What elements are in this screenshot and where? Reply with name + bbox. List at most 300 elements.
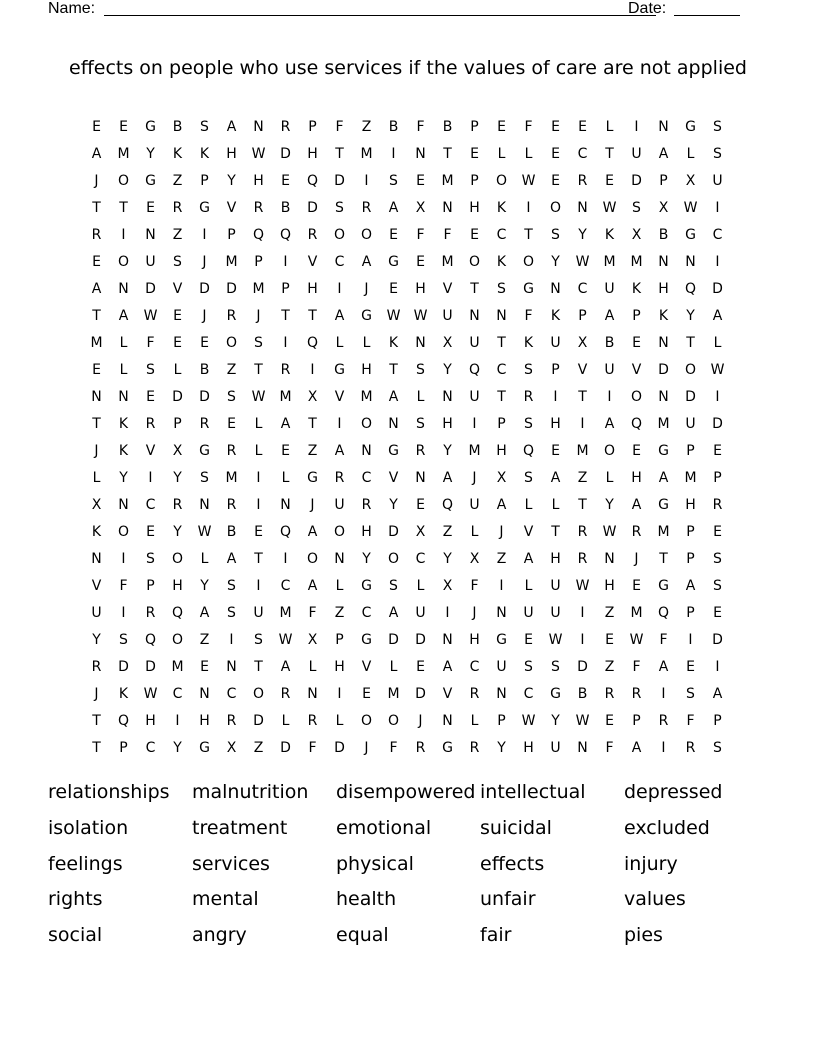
grid-letter[interactable]: I — [715, 659, 720, 675]
grid-letter[interactable]: E — [551, 443, 560, 459]
grid-letter[interactable]: K — [523, 335, 534, 351]
grid-letter[interactable]: R — [685, 740, 696, 756]
grid-letter[interactable]: L — [416, 389, 425, 405]
grid-letter[interactable]: N — [658, 254, 669, 270]
grid-letter[interactable]: L — [362, 335, 371, 351]
grid-letter[interactable]: W — [386, 308, 401, 324]
grid-letter[interactable]: W — [521, 173, 536, 189]
grid-letter[interactable]: G — [307, 470, 318, 486]
grid-letter[interactable]: O — [333, 524, 346, 540]
grid-letter[interactable]: K — [496, 254, 507, 270]
grid-letter[interactable]: D — [415, 632, 426, 648]
grid-letter[interactable]: P — [632, 308, 641, 324]
grid-letter[interactable]: T — [551, 524, 560, 540]
grid-letter[interactable]: D — [253, 713, 264, 729]
grid-letter[interactable]: E — [632, 443, 641, 459]
grid-letter[interactable]: M — [252, 281, 265, 297]
grid-letter[interactable]: O — [252, 686, 265, 702]
grid-letter[interactable]: R — [361, 200, 372, 216]
grid-letter[interactable]: D — [199, 281, 210, 297]
grid-letter[interactable]: C — [577, 281, 588, 297]
grid-letter[interactable]: I — [310, 362, 315, 378]
grid-letter[interactable]: K — [172, 146, 183, 162]
grid-letter[interactable]: A — [604, 308, 615, 324]
grid-letter[interactable]: P — [470, 119, 479, 135]
grid-letter[interactable]: A — [442, 470, 453, 486]
grid-letter[interactable]: R — [91, 659, 102, 675]
grid-letter[interactable]: V — [145, 443, 156, 459]
grid-letter[interactable]: R — [145, 416, 156, 432]
grid-letter[interactable]: L — [605, 470, 614, 486]
grid-letter[interactable]: Y — [92, 632, 101, 648]
grid-letter[interactable]: Z — [496, 551, 507, 567]
grid-letter[interactable]: N — [685, 254, 696, 270]
grid-letter[interactable]: N — [199, 686, 210, 702]
grid-letter[interactable]: V — [334, 389, 345, 405]
grid-letter[interactable]: J — [256, 308, 261, 324]
grid-letter[interactable]: I — [661, 740, 666, 756]
grid-letter[interactable]: X — [442, 335, 453, 351]
grid-letter[interactable]: G — [496, 632, 507, 648]
grid-letter[interactable]: N — [226, 659, 237, 675]
grid-letter[interactable]: K — [550, 308, 561, 324]
grid-letter[interactable]: E — [713, 443, 722, 459]
grid-letter[interactable]: R — [280, 362, 291, 378]
grid-letter[interactable]: I — [715, 254, 720, 270]
grid-letter[interactable]: L — [389, 659, 398, 675]
grid-letter[interactable]: U — [550, 578, 561, 594]
grid-letter[interactable]: Q — [279, 524, 292, 540]
grid-letter[interactable]: E — [416, 173, 425, 189]
grid-letter[interactable]: R — [199, 416, 210, 432]
grid-letter[interactable]: E — [605, 713, 614, 729]
grid-letter[interactable]: X — [631, 227, 642, 243]
grid-letter[interactable]: M — [117, 146, 130, 162]
grid-letter[interactable]: D — [415, 686, 426, 702]
grid-letter[interactable]: N — [496, 605, 507, 621]
grid-letter[interactable]: P — [173, 416, 182, 432]
grid-letter[interactable]: U — [550, 605, 561, 621]
grid-letter[interactable]: P — [551, 362, 560, 378]
grid-letter[interactable]: F — [146, 335, 155, 351]
grid-letter[interactable]: J — [94, 686, 99, 702]
grid-letter[interactable]: V — [388, 470, 399, 486]
grid-letter[interactable]: S — [146, 551, 155, 567]
grid-letter[interactable]: Y — [389, 497, 398, 513]
grid-letter[interactable]: X — [442, 578, 453, 594]
grid-letter[interactable]: R — [172, 497, 183, 513]
grid-letter[interactable]: S — [551, 227, 560, 243]
grid-letter[interactable]: D — [226, 281, 237, 297]
grid-letter[interactable]: G — [388, 443, 399, 459]
grid-letter[interactable]: Y — [497, 740, 506, 756]
grid-letter[interactable]: P — [146, 578, 155, 594]
grid-letter[interactable]: T — [92, 416, 101, 432]
grid-letter[interactable]: A — [388, 389, 399, 405]
grid-letter[interactable]: Y — [119, 470, 128, 486]
grid-letter[interactable]: Q — [306, 335, 319, 351]
grid-letter[interactable]: C — [523, 686, 534, 702]
grid-letter[interactable]: E — [146, 389, 155, 405]
grid-letter[interactable]: Z — [226, 362, 237, 378]
grid-letter[interactable]: S — [632, 200, 641, 216]
grid-letter[interactable]: W — [548, 632, 563, 648]
grid-letter[interactable]: T — [578, 497, 587, 513]
grid-letter[interactable]: G — [199, 740, 210, 756]
grid-letter[interactable]: S — [416, 416, 425, 432]
grid-letter[interactable]: L — [524, 146, 533, 162]
grid-letter[interactable]: N — [361, 443, 372, 459]
grid-letter[interactable]: I — [580, 416, 585, 432]
grid-letter[interactable]: R — [415, 740, 426, 756]
grid-letter[interactable]: H — [172, 578, 183, 594]
grid-letter[interactable]: I — [391, 146, 396, 162]
grid-letter[interactable]: H — [604, 578, 615, 594]
grid-letter[interactable]: R — [631, 686, 642, 702]
grid-letter[interactable]: H — [631, 470, 642, 486]
grid-letter[interactable]: Y — [578, 227, 587, 243]
grid-letter[interactable]: N — [604, 551, 615, 567]
grid-letter[interactable]: R — [307, 227, 318, 243]
grid-letter[interactable]: C — [226, 686, 237, 702]
grid-letter[interactable]: F — [416, 119, 425, 135]
grid-letter[interactable]: S — [524, 470, 533, 486]
grid-letter[interactable]: O — [171, 551, 184, 567]
grid-letter[interactable]: Z — [604, 659, 615, 675]
grid-letter[interactable]: E — [200, 335, 209, 351]
grid-letter[interactable]: A — [658, 659, 669, 675]
grid-letter[interactable]: A — [523, 551, 534, 567]
grid-letter[interactable]: I — [715, 389, 720, 405]
grid-letter[interactable]: Y — [362, 551, 371, 567]
grid-letter[interactable]: T — [92, 740, 101, 756]
grid-letter[interactable]: N — [91, 389, 102, 405]
grid-letter[interactable]: E — [92, 254, 101, 270]
grid-letter[interactable]: K — [118, 686, 129, 702]
grid-letter[interactable]: J — [472, 470, 477, 486]
grid-letter[interactable]: F — [686, 713, 695, 729]
grid-letter[interactable]: F — [119, 578, 128, 594]
grid-letter[interactable]: E — [713, 524, 722, 540]
grid-letter[interactable]: N — [496, 686, 507, 702]
grid-letter[interactable]: S — [227, 605, 236, 621]
grid-letter[interactable]: F — [308, 740, 317, 756]
grid-letter[interactable]: Y — [173, 524, 182, 540]
grid-letter[interactable]: S — [200, 470, 209, 486]
grid-letter[interactable]: I — [553, 389, 558, 405]
grid-letter[interactable]: D — [712, 632, 723, 648]
grid-letter[interactable]: N — [469, 308, 480, 324]
grid-letter[interactable]: W — [683, 200, 698, 216]
grid-letter[interactable]: L — [605, 119, 614, 135]
grid-letter[interactable]: S — [713, 578, 722, 594]
grid-letter[interactable]: E — [416, 659, 425, 675]
grid-letter[interactable]: N — [334, 551, 345, 567]
grid-letter[interactable]: H — [469, 200, 480, 216]
grid-letter[interactable]: I — [580, 605, 585, 621]
grid-letter[interactable]: O — [360, 713, 373, 729]
grid-letter[interactable]: V — [442, 281, 453, 297]
grid-letter[interactable]: F — [470, 578, 479, 594]
grid-letter[interactable]: A — [658, 470, 669, 486]
grid-letter[interactable]: E — [227, 416, 236, 432]
grid-letter[interactable]: G — [361, 632, 372, 648]
grid-letter[interactable]: T — [92, 308, 101, 324]
grid-letter[interactable]: T — [443, 146, 452, 162]
grid-letter[interactable]: M — [657, 416, 670, 432]
grid-letter[interactable]: M — [657, 524, 670, 540]
grid-letter[interactable]: Y — [551, 713, 560, 729]
grid-letter[interactable]: S — [254, 335, 263, 351]
grid-letter[interactable]: V — [307, 254, 318, 270]
grid-letter[interactable]: I — [688, 632, 693, 648]
grid-letter[interactable]: T — [254, 551, 263, 567]
grid-letter[interactable]: C — [145, 497, 156, 513]
grid-letter[interactable]: B — [280, 200, 291, 216]
grid-letter[interactable]: Y — [443, 443, 452, 459]
grid-letter[interactable]: V — [442, 686, 453, 702]
grid-letter[interactable]: H — [523, 740, 534, 756]
grid-letter[interactable]: D — [388, 632, 399, 648]
grid-letter[interactable]: L — [335, 335, 344, 351]
grid-letter[interactable]: I — [121, 605, 126, 621]
grid-letter[interactable]: T — [389, 362, 398, 378]
grid-letter[interactable]: G — [685, 227, 696, 243]
grid-letter[interactable]: E — [686, 659, 695, 675]
grid-letter[interactable]: A — [712, 686, 723, 702]
grid-letter[interactable]: E — [632, 335, 641, 351]
grid-letter[interactable]: S — [713, 740, 722, 756]
grid-letter[interactable]: M — [387, 686, 400, 702]
grid-letter[interactable]: T — [254, 659, 263, 675]
grid-letter[interactable]: J — [364, 740, 369, 756]
grid-letter[interactable]: E — [605, 632, 614, 648]
grid-letter[interactable]: I — [499, 578, 504, 594]
grid-letter[interactable]: I — [256, 578, 261, 594]
grid-letter[interactable]: Y — [686, 308, 695, 324]
grid-letter[interactable]: T — [497, 335, 506, 351]
grid-letter[interactable]: N — [658, 335, 669, 351]
grid-letter[interactable]: O — [117, 254, 130, 270]
grid-letter[interactable]: E — [470, 227, 479, 243]
grid-letter[interactable]: R — [469, 686, 480, 702]
grid-letter[interactable]: D — [658, 362, 669, 378]
grid-letter[interactable]: Q — [522, 443, 535, 459]
grid-letter[interactable]: N — [658, 389, 669, 405]
grid-letter[interactable]: Y — [200, 578, 209, 594]
grid-letter[interactable]: L — [281, 470, 290, 486]
grid-letter[interactable]: W — [143, 686, 158, 702]
grid-letter[interactable]: Q — [468, 362, 481, 378]
grid-letter[interactable]: Z — [577, 470, 588, 486]
grid-letter[interactable]: F — [389, 740, 398, 756]
grid-letter[interactable]: Q — [171, 605, 184, 621]
grid-letter[interactable]: X — [91, 497, 102, 513]
grid-letter[interactable]: E — [173, 335, 182, 351]
grid-letter[interactable]: N — [442, 389, 453, 405]
grid-letter[interactable]: H — [658, 281, 669, 297]
grid-letter[interactable]: H — [253, 173, 264, 189]
grid-letter[interactable]: S — [254, 632, 263, 648]
grid-letter[interactable]: D — [280, 146, 291, 162]
grid-letter[interactable]: S — [146, 362, 155, 378]
grid-letter[interactable]: C — [145, 740, 156, 756]
grid-letter[interactable]: R — [658, 713, 669, 729]
grid-letter[interactable]: O — [306, 551, 319, 567]
grid-letter[interactable]: G — [685, 119, 696, 135]
grid-letter[interactable]: C — [496, 227, 507, 243]
grid-letter[interactable]: I — [634, 119, 639, 135]
grid-letter[interactable]: D — [388, 524, 399, 540]
grid-letter[interactable]: S — [713, 146, 722, 162]
grid-letter[interactable]: J — [472, 605, 477, 621]
grid-letter[interactable]: G — [199, 443, 210, 459]
grid-letter[interactable]: E — [551, 173, 560, 189]
grid-letter[interactable]: S — [389, 173, 398, 189]
grid-letter[interactable]: U — [550, 740, 561, 756]
grid-letter[interactable]: M — [468, 443, 481, 459]
grid-letter[interactable]: N — [145, 227, 156, 243]
grid-letter[interactable]: R — [280, 686, 291, 702]
grid-letter[interactable]: A — [388, 605, 399, 621]
grid-letter[interactable]: M — [279, 389, 292, 405]
grid-letter[interactable]: S — [524, 416, 533, 432]
grid-letter[interactable]: R — [226, 497, 237, 513]
grid-letter[interactable]: P — [281, 281, 290, 297]
grid-letter[interactable]: G — [199, 200, 210, 216]
grid-letter[interactable]: F — [605, 740, 614, 756]
grid-letter[interactable]: Z — [604, 605, 615, 621]
grid-letter[interactable]: Y — [227, 173, 236, 189]
grid-letter[interactable]: E — [632, 578, 641, 594]
grid-letter[interactable]: P — [686, 551, 695, 567]
grid-letter[interactable]: U — [496, 659, 507, 675]
grid-letter[interactable]: H — [685, 497, 696, 513]
grid-letter[interactable]: C — [172, 686, 183, 702]
grid-letter[interactable]: I — [229, 632, 234, 648]
grid-letter[interactable]: A — [307, 578, 318, 594]
grid-letter[interactable]: V — [523, 524, 534, 540]
grid-letter[interactable]: W — [629, 632, 644, 648]
grid-letter[interactable]: C — [415, 551, 426, 567]
grid-letter[interactable]: E — [362, 686, 371, 702]
grid-letter[interactable]: T — [92, 713, 101, 729]
grid-letter[interactable]: L — [281, 713, 290, 729]
grid-letter[interactable]: T — [497, 389, 506, 405]
grid-letter[interactable]: D — [577, 659, 588, 675]
grid-letter[interactable]: N — [577, 740, 588, 756]
grid-letter[interactable]: A — [226, 551, 237, 567]
grid-letter[interactable]: F — [416, 227, 425, 243]
grid-letter[interactable]: P — [659, 173, 668, 189]
grid-letter[interactable]: H — [145, 713, 156, 729]
grid-letter[interactable]: U — [415, 605, 426, 621]
grid-letter[interactable]: A — [334, 443, 345, 459]
grid-letter[interactable]: A — [685, 578, 696, 594]
grid-letter[interactable]: B — [388, 119, 399, 135]
grid-letter[interactable]: U — [253, 605, 264, 621]
grid-letter[interactable]: O — [603, 443, 616, 459]
grid-letter[interactable]: U — [631, 146, 642, 162]
grid-letter[interactable]: A — [361, 254, 372, 270]
grid-letter[interactable]: C — [361, 605, 372, 621]
grid-letter[interactable]: E — [416, 497, 425, 513]
grid-letter[interactable]: H — [307, 281, 318, 297]
grid-letter[interactable]: Y — [605, 497, 614, 513]
grid-letter[interactable]: M — [360, 389, 373, 405]
grid-letter[interactable]: D — [712, 281, 723, 297]
grid-letter[interactable]: I — [526, 200, 531, 216]
grid-letter[interactable]: E — [470, 146, 479, 162]
grid-letter[interactable]: N — [442, 713, 453, 729]
grid-letter[interactable]: U — [550, 335, 561, 351]
grid-letter[interactable]: O — [495, 173, 508, 189]
grid-letter[interactable]: R — [577, 524, 588, 540]
grid-letter[interactable]: R — [253, 200, 264, 216]
grid-letter[interactable]: I — [580, 632, 585, 648]
grid-letter[interactable]: W — [710, 362, 725, 378]
grid-letter[interactable]: S — [227, 578, 236, 594]
grid-letter[interactable]: L — [119, 362, 128, 378]
grid-letter[interactable]: R — [415, 443, 426, 459]
grid-letter[interactable]: T — [119, 200, 128, 216]
grid-letter[interactable]: H — [226, 146, 237, 162]
grid-letter[interactable]: P — [686, 443, 695, 459]
grid-letter[interactable]: E — [389, 281, 398, 297]
grid-letter[interactable]: O — [360, 227, 373, 243]
grid-letter[interactable]: E — [254, 524, 263, 540]
grid-letter[interactable]: W — [251, 146, 266, 162]
grid-letter[interactable]: O — [387, 551, 400, 567]
grid-letter[interactable]: P — [119, 740, 128, 756]
grid-letter[interactable]: R — [226, 713, 237, 729]
grid-letter[interactable]: N — [658, 119, 669, 135]
grid-letter[interactable]: E — [281, 173, 290, 189]
grid-letter[interactable]: S — [119, 632, 128, 648]
word-search-grid[interactable] — [83, 114, 731, 762]
grid-letter[interactable]: A — [334, 308, 345, 324]
grid-letter[interactable]: C — [469, 659, 480, 675]
grid-letter[interactable]: A — [604, 416, 615, 432]
grid-letter[interactable]: P — [686, 524, 695, 540]
grid-letter[interactable]: X — [685, 173, 696, 189]
grid-letter[interactable]: D — [712, 416, 723, 432]
grid-letter[interactable]: W — [413, 308, 428, 324]
grid-letter[interactable]: S — [524, 659, 533, 675]
grid-letter[interactable]: E — [92, 119, 101, 135]
grid-letter[interactable]: L — [335, 713, 344, 729]
grid-letter[interactable]: Q — [279, 227, 292, 243]
grid-letter[interactable]: F — [524, 308, 533, 324]
grid-letter[interactable]: U — [469, 497, 480, 513]
grid-letter[interactable]: F — [443, 227, 452, 243]
grid-letter[interactable]: E — [173, 308, 182, 324]
grid-letter[interactable]: L — [524, 578, 533, 594]
grid-letter[interactable]: G — [388, 254, 399, 270]
grid-letter[interactable]: T — [92, 200, 101, 216]
grid-letter[interactable]: U — [145, 254, 156, 270]
grid-letter[interactable]: U — [604, 281, 615, 297]
grid-letter[interactable]: Z — [307, 443, 318, 459]
grid-letter[interactable]: U — [712, 173, 723, 189]
grid-letter[interactable]: X — [469, 551, 480, 567]
grid-letter[interactable]: L — [308, 659, 317, 675]
grid-letter[interactable]: F — [335, 119, 344, 135]
grid-letter[interactable]: G — [658, 578, 669, 594]
grid-letter[interactable]: S — [200, 119, 209, 135]
grid-letter[interactable]: Z — [442, 524, 453, 540]
grid-letter[interactable]: G — [361, 578, 372, 594]
